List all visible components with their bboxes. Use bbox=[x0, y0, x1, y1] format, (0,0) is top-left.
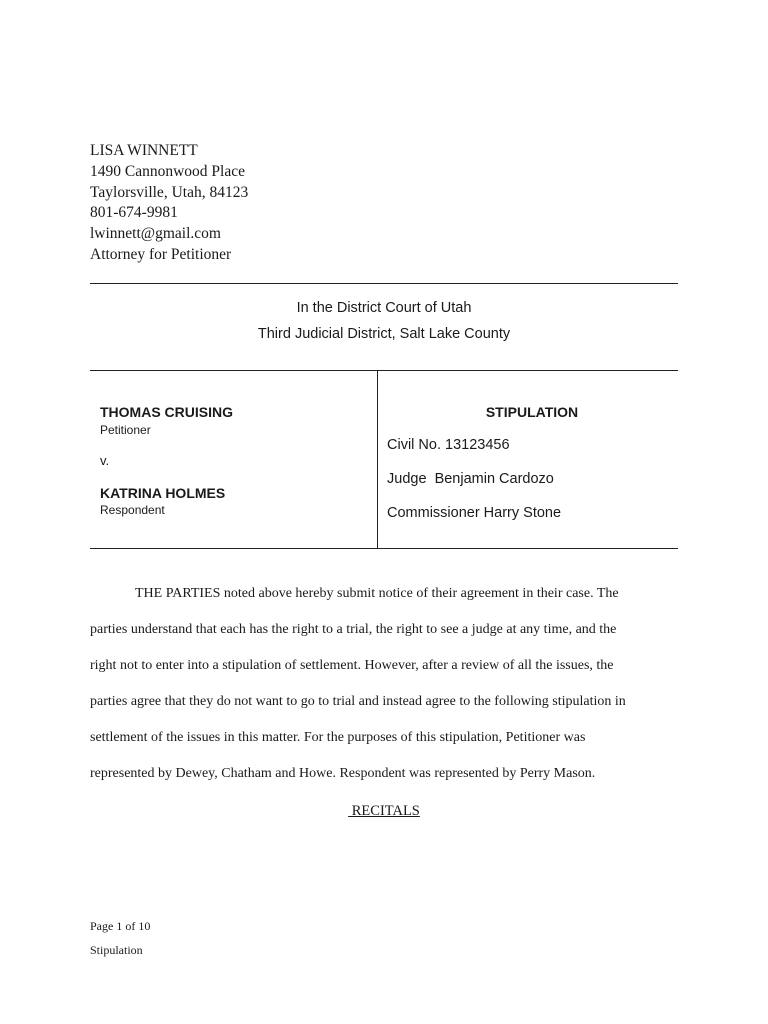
court-district: Third Judicial District, Salt Lake County bbox=[257, 326, 511, 342]
judge-name: Judge Benjamin Cardozo bbox=[387, 471, 554, 487]
caption-top-border bbox=[90, 370, 678, 371]
respondent-label: Respondent bbox=[100, 503, 165, 517]
body-line-5: settlement of the issues in this matter. For the purposes of this stipulation, Petitioner was bbox=[90, 730, 586, 745]
caption-divider bbox=[377, 371, 378, 548]
attorney-phone: 801-674-9981 bbox=[90, 204, 178, 222]
petitioner-label: Petitioner bbox=[100, 423, 151, 437]
versus: v. bbox=[100, 453, 110, 468]
body-line-2: parties understand that each has the right to a trial, the right to see a judge at any time, and the bbox=[90, 622, 617, 637]
court-name: In the District Court of Utah bbox=[296, 300, 472, 316]
caption-bottom-border bbox=[90, 548, 678, 549]
section-heading-recitals: RECITALS bbox=[348, 803, 420, 819]
attorney-block bbox=[90, 141, 248, 266]
body-line-1: THE PARTIES noted above hereby submit notice of their agreement in their case. The bbox=[135, 586, 619, 601]
attorney-address-line1: 1490 Cannonwood Place bbox=[90, 162, 245, 180]
petitioner-name: THOMAS CRUISING bbox=[100, 404, 233, 420]
attorney-name: LISA WINNETT bbox=[90, 142, 198, 159]
respondent-name: KATRINA HOLMES bbox=[100, 485, 226, 501]
attorney-role: Attorney for Petitioner bbox=[90, 245, 232, 263]
body-line-6: represented by Dewey, Chatham and Howe. Respondent was represented by Perry Mason. bbox=[90, 766, 596, 781]
commissioner-name: Commissioner Harry Stone bbox=[387, 505, 562, 521]
body-line-4: parties agree that they do not want to go to trial and instead agree to the following stipulation in bbox=[90, 694, 626, 709]
attorney-email: lwinnett@gmail.com bbox=[90, 225, 221, 243]
civil-number: Civil No. 13123456 bbox=[387, 437, 510, 453]
divider-top bbox=[90, 283, 678, 284]
document-title: STIPULATION bbox=[485, 404, 579, 420]
body-line-3: right not to enter into a stipulation of settlement. However, after a review of all the issues, the bbox=[90, 658, 614, 673]
attorney-address-line2: Taylorsville, Utah, 84123 bbox=[90, 183, 249, 201]
page-number: Page 1 of 10 bbox=[90, 919, 151, 933]
footer-document-name: Stipulation bbox=[90, 943, 143, 957]
